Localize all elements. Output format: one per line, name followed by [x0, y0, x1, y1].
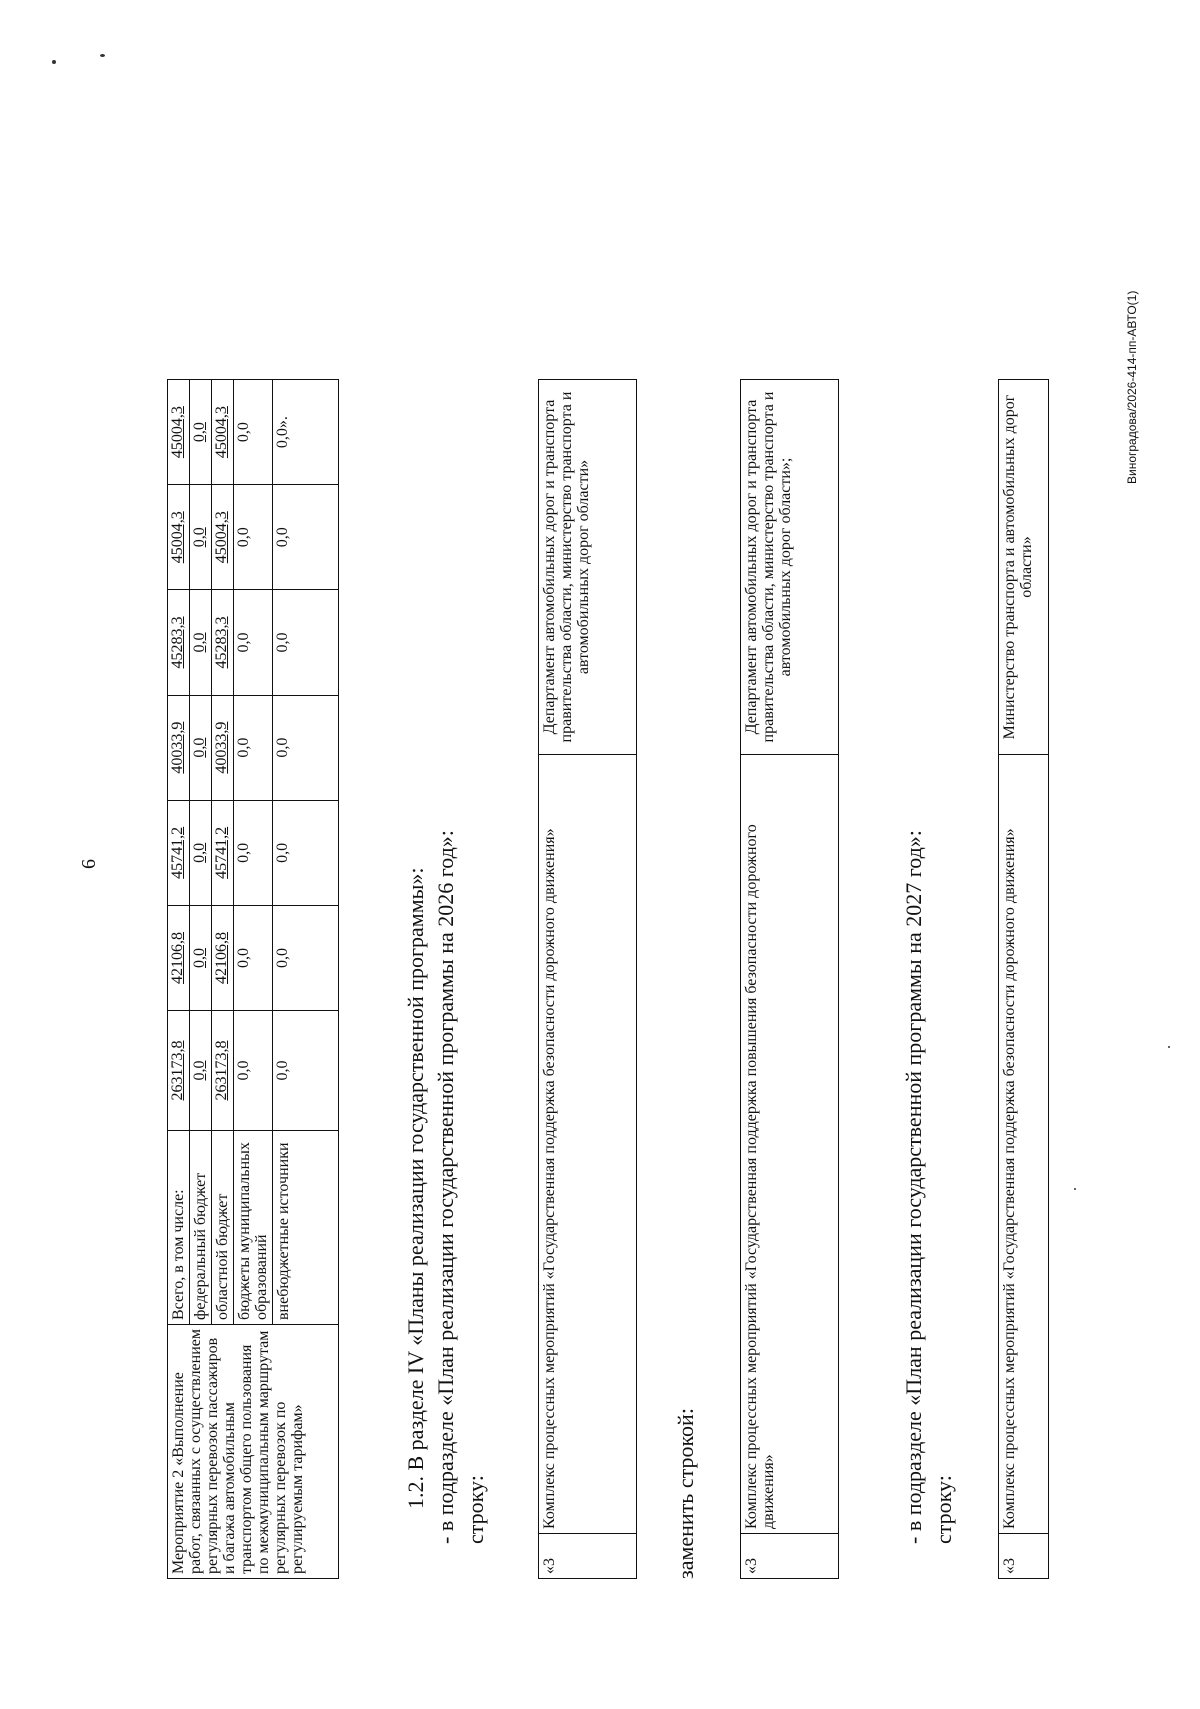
table-row — [741, 380, 839, 1579]
source-cell: внебюджетные источники — [273, 1131, 339, 1325]
value-cell: 0,0 — [234, 590, 273, 695]
scan-speck — [52, 60, 56, 64]
row-index: «3 — [539, 1534, 637, 1579]
value-cell: 0,0 — [234, 800, 273, 905]
value-cell: 0,0 — [273, 1011, 339, 1131]
value-cell: 0,0 — [190, 905, 212, 1010]
measure-cell: Мероприятие 2 «Выполнение работ, связанных с осуществлением регулярных перевозок пассажиров и багажа автомобильным транспортом общего пользования по межмуниципальным маршрутам регулярных перевозок по регулируемым тарифам» — [168, 1325, 339, 1579]
row-responsible: Министерство транспорта и автомобильных дорог области» — [999, 380, 1049, 755]
value-cell: 0,0 — [234, 485, 273, 590]
value-cell: 40033,9 — [212, 695, 234, 800]
value-cell: 263173,8 — [168, 1011, 190, 1131]
value-cell: 42106,8 — [212, 905, 234, 1010]
row-2027-old — [998, 379, 1049, 1579]
row-index: «3 — [999, 1534, 1049, 1579]
source-cell: Всего, в том числе: — [168, 1131, 190, 1325]
value-cell: 0,0 — [234, 695, 273, 800]
subsection-2026: - в подразделе «План реализации государственной программы на 2026 год»: — [433, 830, 458, 1544]
value-cell: 45004,3 — [212, 380, 234, 485]
value-cell: 0,0 — [190, 485, 212, 590]
value-cell: 45283,3 — [168, 590, 190, 695]
value-cell: 0,0 — [273, 695, 339, 800]
value-cell: 40033,9 — [168, 695, 190, 800]
scan-speck — [1074, 1188, 1076, 1190]
value-cell: 0,0 — [234, 380, 273, 485]
value-cell: 45004,3 — [168, 485, 190, 590]
stroku-label-2: строку: — [931, 1475, 956, 1544]
value-cell: 0,0 — [273, 590, 339, 695]
row-2026-new — [740, 379, 839, 1579]
source-cell: бюджеты муниципальных образований — [234, 1131, 273, 1325]
replace-label: заменить строкой: — [673, 1408, 698, 1579]
subsection-2027: - в подразделе «План реализации государственной программы на 2027 год»: — [901, 830, 926, 1544]
value-cell: 42106,8 — [168, 905, 190, 1010]
value-cell: 0,0 — [190, 1011, 212, 1131]
source-cell: федеральный бюджет — [190, 1131, 212, 1325]
value-cell: 45741,2 — [212, 800, 234, 905]
value-cell: 0,0 — [273, 905, 339, 1010]
value-cell: 0,0 — [190, 380, 212, 485]
row-name: Комплекс процессных мероприятий «Государственная поддержка повышения безопасности дорожного движения» — [741, 755, 839, 1534]
value-cell: 0,0 — [273, 800, 339, 905]
document-code: Виноградова/2026-414-пп-АВТО(1) — [1125, 290, 1139, 484]
scan-speck — [1168, 1046, 1170, 1048]
row-responsible: Департамент автомобильных дорог и транспорта правительства области, министерство транспорта и автомобильных дорог области» — [539, 380, 637, 755]
funding-table — [167, 379, 339, 1579]
value-cell: 0,0 — [234, 905, 273, 1010]
table-row — [168, 380, 190, 1579]
value-cell: 263173,8 — [212, 1011, 234, 1131]
source-cell: областной бюджет — [212, 1131, 234, 1325]
value-cell: 0,0 — [273, 485, 339, 590]
row-index: «3 — [741, 1534, 839, 1579]
value-cell: 45741,2 — [168, 800, 190, 905]
row-name: Комплекс процессных мероприятий «Государственная поддержка безопасности дорожного движения» — [999, 755, 1049, 1534]
page-number: 6 — [78, 859, 100, 869]
value-cell: 0,0 — [190, 800, 212, 905]
row-name: Комплекс процессных мероприятий «Государственная поддержка безопасности дорожного движения» — [539, 755, 637, 1534]
section-heading: 1.2. В разделе IV «Планы реализации государственной программы»: — [403, 867, 428, 1509]
row-responsible: Департамент автомобильных дорог и транспорта правительства области, министерство транспорта и автомобильных дорог области»; — [741, 380, 839, 755]
value-cell: 45283,3 — [212, 590, 234, 695]
table-row — [539, 380, 637, 1579]
stroku-label: строку: — [463, 1475, 488, 1544]
value-cell: 0,0 — [190, 695, 212, 800]
scan-speck — [100, 54, 105, 57]
table-row — [999, 380, 1049, 1579]
value-cell: 0,0». — [273, 380, 339, 485]
value-cell: 0,0 — [234, 1011, 273, 1131]
value-cell: 45004,3 — [212, 485, 234, 590]
value-cell: 45004,3 — [168, 380, 190, 485]
row-2026-old — [538, 379, 637, 1579]
value-cell: 0,0 — [190, 590, 212, 695]
